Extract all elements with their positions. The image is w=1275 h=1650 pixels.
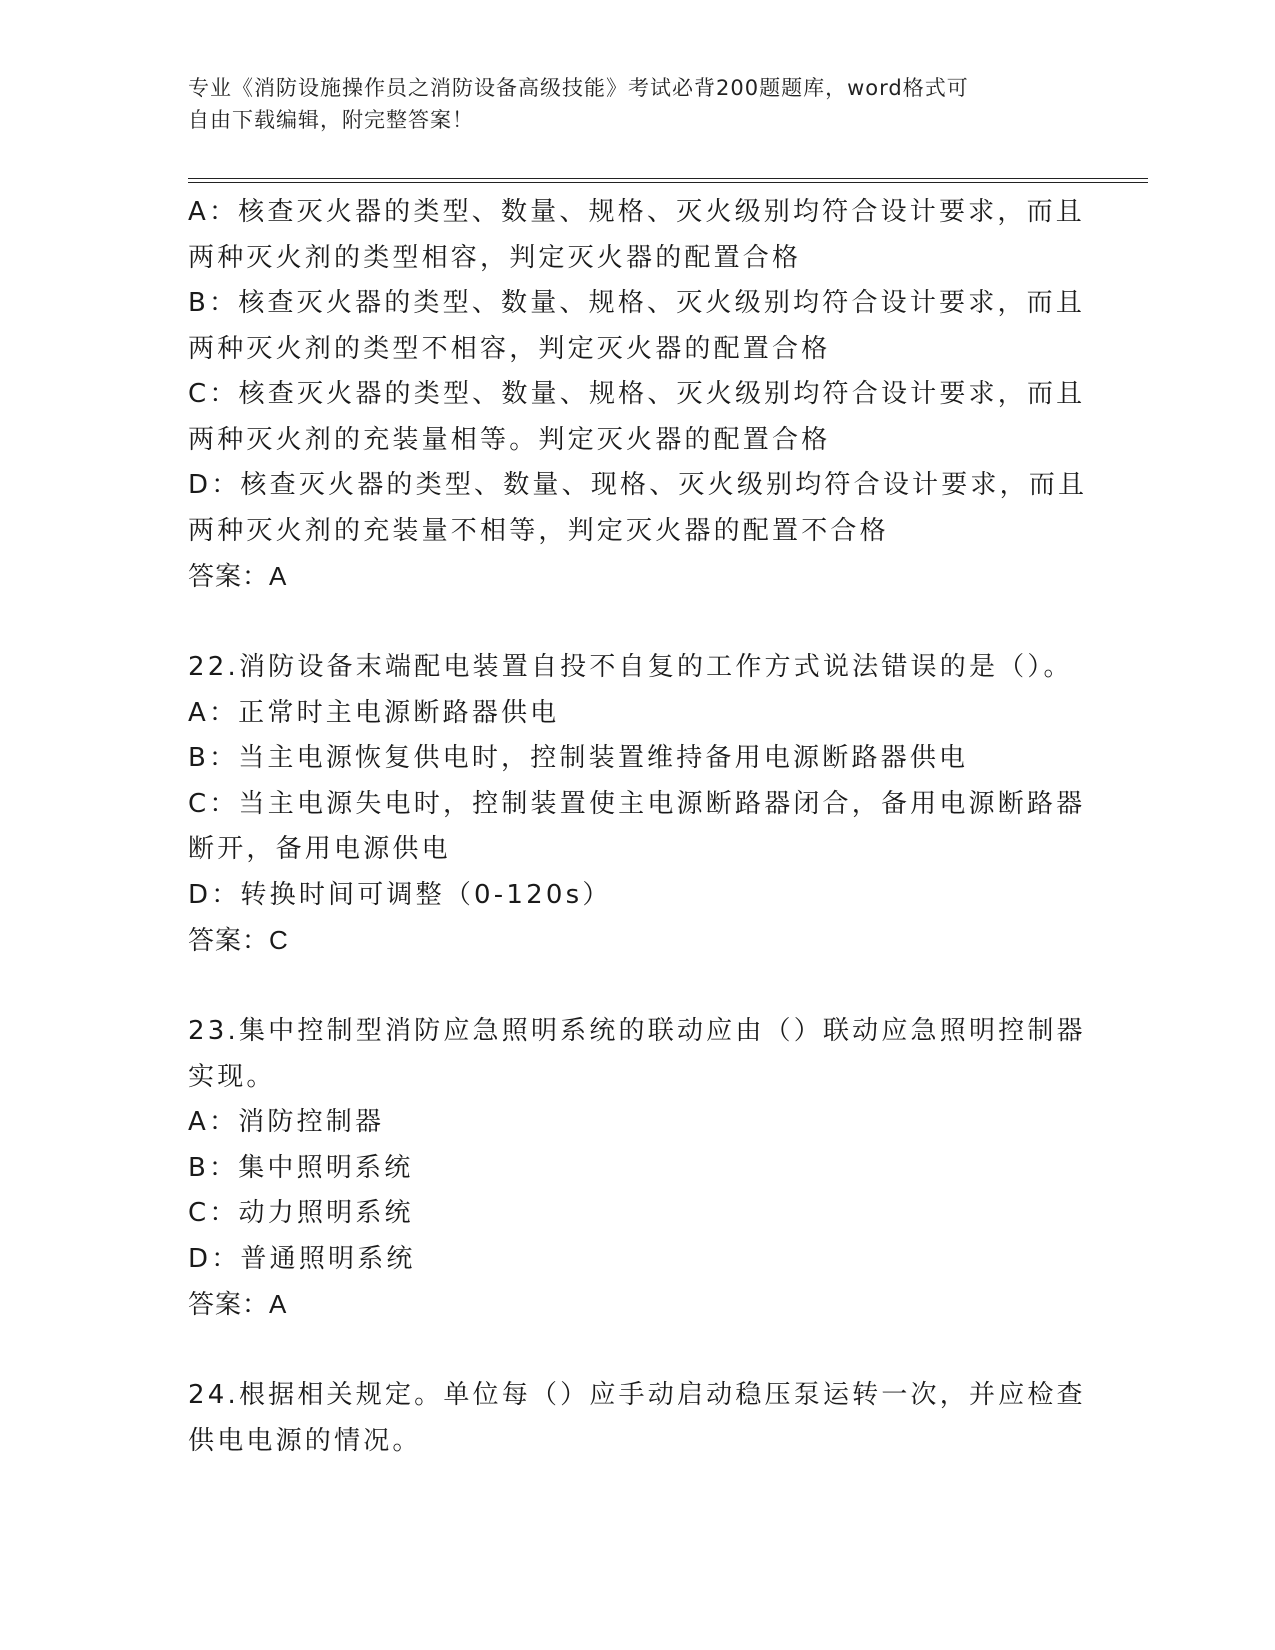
- q23-option-b: B：集中照明系统: [188, 1152, 414, 1183]
- document-header: [188, 72, 1068, 136]
- q21-option-d-line-1: D：核查灭火器的类型、数量、现格、灭火级别均符合设计要求，而且: [188, 470, 1088, 500]
- q21-option-d-line-2: 两种灭火剂的充装量不相等，判定灭火器的配置不合格: [188, 515, 889, 546]
- spacer: [188, 964, 1088, 1010]
- q22-option-c-line-2: 断开，备用电源供电: [188, 834, 451, 864]
- q22-option-c-line-1: C：当主电源失电时，控制装置使主电源断路器闭合，备用电源断路器: [188, 788, 1086, 819]
- q21-option-b-line-2: 两种灭火剂的类型不相容，判定灭火器的配置合格: [188, 333, 831, 364]
- question-23-block: [188, 1009, 1088, 1328]
- q21-answer: 答案：A: [188, 561, 288, 591]
- q21-option-c-line-2: 两种灭火剂的充装量相等。判定灭火器的配置合格: [188, 424, 831, 455]
- header-line-1: 专业《消防设施操作员之消防设备高级技能》考试必背200题题库，word格式可: [188, 76, 969, 100]
- spacer: [188, 1328, 1088, 1374]
- q22-option-a: A：正常时主电源断路器供电: [188, 697, 560, 728]
- q21-option-a-line-1: A：核查灭火器的类型、数量、规格、灭火级别均符合设计要求，而且: [188, 197, 1085, 227]
- q23-answer: 答案：A: [188, 1289, 288, 1319]
- q23-question-line-1: 23.集中控制型消防应急照明系统的联动应由（）联动应急照明控制器: [188, 1016, 1086, 1046]
- q22-question: 22.消防设备末端配电装置自投不自复的工作方式说法错误的是（）。: [188, 652, 1073, 682]
- question-21-block: [188, 190, 1088, 600]
- q22-option-b: B：当主电源恢复供电时，控制装置维持备用电源断路器供电: [188, 743, 969, 773]
- q23-question-line-2: 实现。: [188, 1061, 276, 1092]
- header-divider: [188, 178, 1148, 183]
- question-content: [188, 190, 1088, 1464]
- header-line-2: 自由下载编辑，附完整答案！: [188, 108, 474, 132]
- q21-option-a-line-2: 两种灭火剂的类型相容，判定灭火器的配置合格: [188, 242, 802, 273]
- question-22-block: [188, 645, 1088, 964]
- q21-option-b-line-1: B：核查灭火器的类型、数量、规格、灭火级别均符合设计要求，而且: [188, 288, 1086, 318]
- question-24-block: [188, 1373, 1088, 1464]
- q23-option-c: C：动力照明系统: [188, 1198, 414, 1228]
- q23-option-d: D：普通照明系统: [188, 1243, 416, 1274]
- q22-answer: 答案：C: [188, 925, 289, 955]
- spacer: [188, 600, 1088, 646]
- q24-question-line-2: 供电电源的情况。: [188, 1425, 422, 1456]
- q22-option-d: D：转换时间可调整（0-120s）: [188, 879, 612, 910]
- q24-question-line-1: 24.根据相关规定。单位每（）应手动启动稳压泵运转一次，并应检查: [188, 1380, 1086, 1410]
- q21-option-c-line-1: C：核查灭火器的类型、数量、规格、灭火级别均符合设计要求，而且: [188, 379, 1086, 409]
- q23-option-a: A：消防控制器: [188, 1107, 385, 1137]
